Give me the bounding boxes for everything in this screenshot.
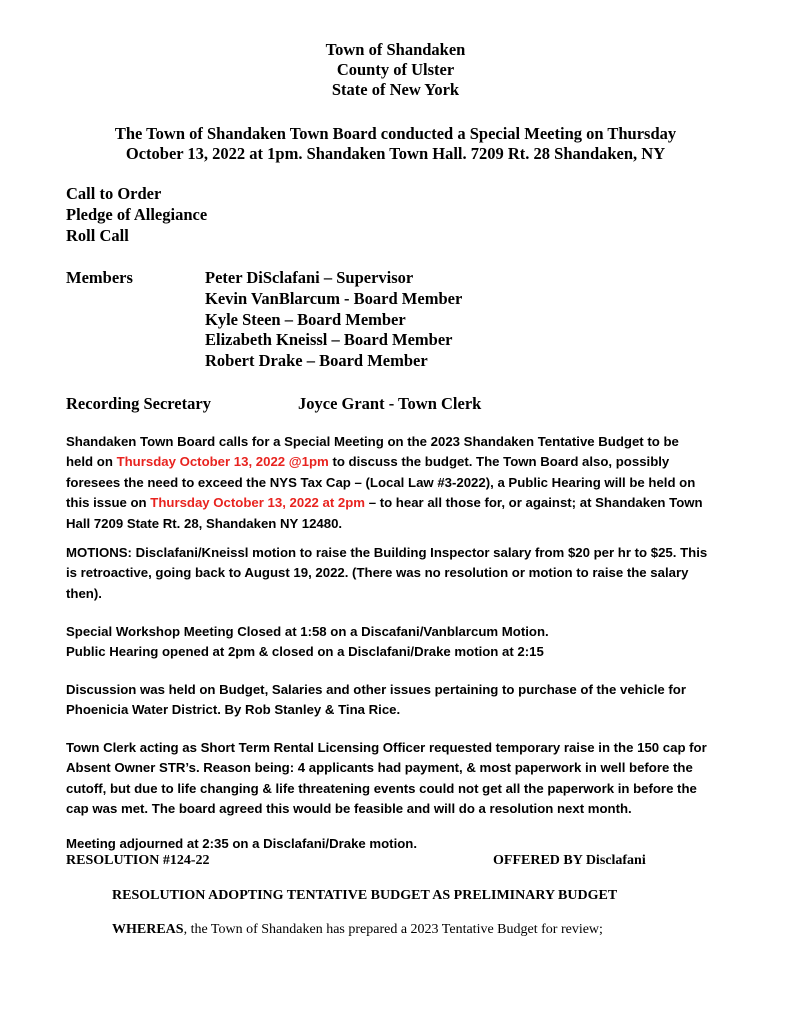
- resolution-title: RESOLUTION ADOPTING TENTATIVE BUDGET AS PRELIMINARY BUDGET: [112, 888, 618, 903]
- motions-line-1: MOTIONS: Disclafani/Kneissl motion to raise the Building Inspector salary from $20 per hr to $25. This: [66, 545, 708, 560]
- notice-line-2: [66, 452, 726, 472]
- notice-line-2-end: to discuss the budget. The Town Board also, possibly: [328, 454, 670, 470]
- members-list: [205, 268, 462, 372]
- notice-line-3: foresees the need to exceed the NYS Tax Cap – (Local Law #3-2022), a Public Hearing will be held on: [66, 474, 696, 490]
- whereas-label: WHEREAS: [112, 922, 184, 937]
- agenda-item-call-to-order: Call to Order: [66, 184, 162, 203]
- town-name: Town of Shandaken: [325, 40, 466, 59]
- clerk-line-4: cap was met. The board agreed this would be feasible and will do a resolution next month.: [66, 801, 632, 817]
- meeting-heading-line-1: The Town of Shandaken Town Board conducted a Special Meeting on Thursday: [114, 124, 677, 143]
- state-name: State of New York: [331, 80, 460, 99]
- discussion-paragraph: [66, 680, 726, 721]
- notice-line-4: [66, 493, 726, 513]
- notice-meeting-time: Thursday October 13, 2022 @1pm: [116, 454, 329, 470]
- member-supervisor: Peter DiSclafani – Supervisor: [205, 268, 414, 287]
- discussion-line-2: Phoenicia Water District. By Rob Stanley & Tina Rice.: [66, 702, 401, 718]
- member-board-2: Kyle Steen – Board Member: [205, 309, 406, 329]
- workshop-line-1: Special Workshop Meeting Closed at 1:58 on a Discafani/Vanblarcum Motion.: [66, 624, 549, 639]
- workshop-line-2: Public Hearing opened at 2pm & closed on a Disclafani/Drake motion at 2:15: [66, 644, 544, 660]
- notice-line-4-start: this issue on: [66, 495, 151, 511]
- clerk-paragraph: [66, 738, 726, 820]
- notice-line-4-end: – to hear all those for, or against; at Shandaken Town: [365, 495, 703, 511]
- meeting-heading: [0, 124, 791, 164]
- agenda-list: [66, 184, 726, 246]
- agenda-item-roll-call: Roll Call: [66, 225, 129, 245]
- notice-line-5: Hall 7209 State Rt. 28, Shandaken NY 12480.: [66, 515, 343, 531]
- notice-line-2-start: held on: [66, 454, 117, 470]
- adjourned-line: Meeting adjourned at 2:35 on a Disclafani/Drake motion.: [66, 836, 418, 851]
- member-board-1: Kevin VanBlarcum - Board Member: [205, 288, 463, 308]
- member-board-4: Robert Drake – Board Member: [205, 351, 428, 371]
- notice-line-1: Shandaken Town Board calls for a Special Meeting on the 2023 Shandaken Tentative Budget to be: [66, 434, 679, 449]
- meeting-heading-line-2: October 13, 2022 at 1pm. Shandaken Town Hall. 7209 Rt. 28 Shandaken, NY: [125, 144, 666, 163]
- member-board-3: Elizabeth Kneissl – Board Member: [205, 330, 453, 350]
- clerk-line-2: Absent Owner STR’s. Reason being: 4 applicants had payment, & most paperwork in well before the: [66, 760, 693, 776]
- motions-paragraph: [66, 543, 726, 604]
- workshop-paragraph: [66, 622, 726, 663]
- county-name: County of Ulster: [336, 60, 455, 79]
- motions-line-3: then).: [66, 585, 102, 601]
- resolution-number: RESOLUTION #124-22: [66, 853, 210, 868]
- discussion-line-1: Discussion was held on Budget, Salaries and other issues pertaining to purchase of the vehicle for: [66, 682, 686, 697]
- whereas-clause: [112, 921, 603, 939]
- notice-hearing-time: Thursday October 13, 2022 at 2pm: [150, 495, 366, 511]
- clerk-line-3: cutoff, but due to life changing & life threatening events could not get all the paperwork in before the: [66, 780, 697, 796]
- members-label: Members: [66, 268, 133, 287]
- meeting-notice-paragraph: [66, 432, 726, 534]
- motions-line-2: is retroactive, going back to August 19, 2022. (There was no resolution or motion to raise the salary: [66, 565, 689, 581]
- whereas-text: , the Town of Shandaken has prepared a 2023 Tentative Budget for review;: [183, 922, 603, 937]
- document-header: [0, 40, 791, 100]
- resolution-offered-by: OFFERED BY Disclafani: [493, 853, 646, 868]
- agenda-item-pledge: Pledge of Allegiance: [66, 204, 208, 224]
- clerk-line-1: Town Clerk acting as Short Term Rental Licensing Officer requested temporary raise in the 150 cap for: [66, 740, 707, 755]
- secretary-name: Joyce Grant - Town Clerk: [298, 394, 482, 413]
- secretary-label: Recording Secretary: [66, 394, 211, 413]
